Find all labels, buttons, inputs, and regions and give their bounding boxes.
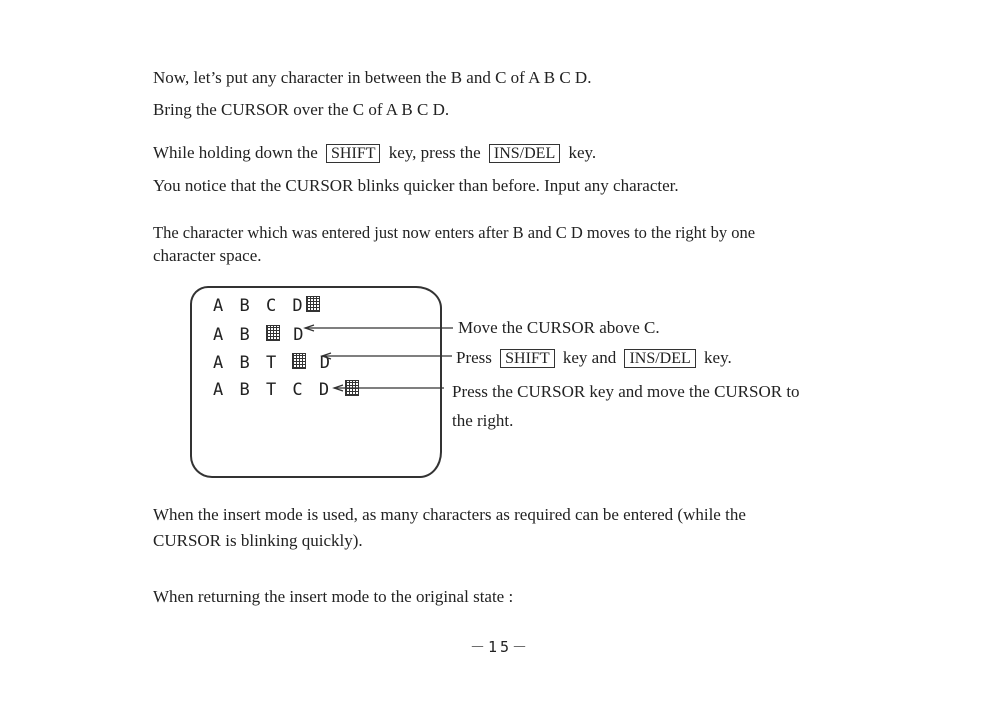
annotation-move-cursor: Move the CURSOR above C.: [458, 318, 660, 337]
screen-text: A B T: [213, 353, 280, 373]
ins-del-key-label: INS/DEL: [489, 144, 560, 163]
annotation-cursor-right-2: the right.: [452, 411, 514, 430]
paragraph-insert-intro: Now, let’s put any character in between the B and C of A B C D.: [153, 68, 592, 87]
paragraph-bring-cursor: Bring the CURSOR over the C of A B C D.: [153, 100, 450, 119]
text-segment: Press: [456, 348, 492, 367]
screen-text: A B T C D: [213, 380, 333, 400]
annotation-cursor-right-1: Press the CURSOR key and move the CURSOR to: [452, 382, 800, 401]
screen-text: A B: [213, 325, 253, 345]
shift-key-label: SHIFT: [326, 144, 380, 163]
paragraph-character-entered-2: character space.: [153, 246, 262, 265]
paragraph-insert-mode-1: When the insert mode is used, as many characters as required can be entered (while the: [153, 505, 746, 524]
page-number: －15－: [469, 638, 531, 656]
paragraph-character-entered-1: The character which was entered just now enters after B and C D moves to the right by one: [153, 223, 756, 242]
screen-text: A B C D: [213, 296, 306, 316]
text-segment: key.: [568, 143, 597, 162]
ins-del-key-label: INS/DEL: [624, 349, 695, 368]
text-segment: While holding down the: [153, 143, 318, 162]
shift-key-label: SHIFT: [500, 349, 554, 368]
screen-text: D: [293, 325, 307, 345]
text-segment: key and: [562, 348, 617, 367]
text-segment: key.: [704, 348, 732, 367]
text-segment: key, press the: [388, 143, 481, 162]
screen-text: D: [319, 353, 333, 373]
paragraph-returning: When returning the insert mode to the original state :: [153, 587, 514, 606]
annotation-press-keys: [456, 346, 732, 370]
paragraph-insert-mode-2: CURSOR is blinking quickly).: [153, 531, 363, 550]
paragraph-cursor-blinks: You notice that the CURSOR blinks quicker than before. Input any character.: [153, 176, 679, 195]
